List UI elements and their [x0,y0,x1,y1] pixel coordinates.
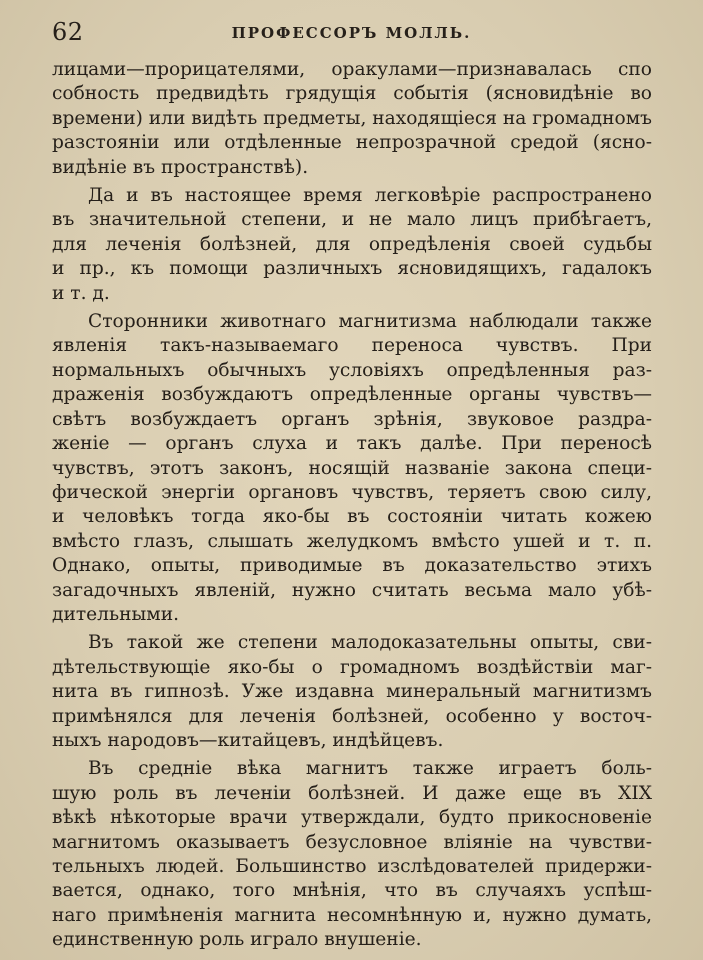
text-line: явленія такъ-называемаго переноса чувствъ. При [52,335,652,357]
text-line: для леченія болѣзней, для опредѣленія своей судьбы [52,233,652,255]
text-line: Однако, опыты, приводимые въ доказательство этихъ [52,555,652,577]
text-line: и пр., къ помощи различныхъ ясновидящихъ, гадалокъ [52,258,652,280]
text-line: нита въ гипнозѣ. Уже издавна минеральный магнитизмъ [52,681,652,703]
body-text [52,58,652,957]
text-line: разстояніи или отдѣленные непрозрачной средой (ясно- [52,132,652,154]
text-line: Да и въ настоящее время легковѣріе распространено [88,185,652,207]
text-line: свѣтъ возбуждаетъ органъ зрѣнія, звуковое раздра- [52,408,652,430]
running-title: ПРОФЕССОРЪ МОЛЛЬ. [231,24,472,42]
text-line: и т. д. [52,282,110,304]
text-line: магнитомъ оказываетъ безусловное вліяніе на чувстви- [52,831,652,853]
text-line: шую роль въ леченіи болѣзней. И даже еще въ XIX [52,782,652,804]
text-line: чувствъ, этотъ законъ, носящій названіе закона специ- [52,457,652,479]
text-line: Въ средніе вѣка магнитъ также играетъ боль- [88,758,652,780]
paragraph [52,757,652,952]
text-line: лицами—прорицателями, оракулами—признавалась спо [52,59,652,80]
text-line: вмѣсто глазъ, слышать желудкомъ вмѣсто ушей и т. п. [52,530,652,552]
page-number: 62 [52,18,84,46]
text-line: женіе — органъ слуха и такъ далѣе. При переносѣ [52,433,652,455]
text-line: Въ такой же степени малодоказательны опыты, сви- [88,632,652,654]
text-line: дительными. [52,603,180,625]
text-line: вается, однако, того мнѣнія, что въ случаяхъ успѣш- [52,880,652,902]
text-line: дѣтельствующіе яко-бы о громадномъ воздѣйствіи маг- [52,656,652,678]
text-line: тельныхъ людей. Большинство изслѣдователей придержи- [52,856,652,877]
text-line: единственную роль играло внушеніе. [52,929,422,951]
text-line: ныхъ народовъ—китайцевъ, индѣйцевъ. [52,729,444,751]
text-line: загадочныхъ явленій, нужно считать весьма мало убѣ- [52,579,652,601]
text-line: вѣкѣ нѣкоторые врачи утверждали, будто прикосновеніе [52,807,652,829]
paragraph [52,58,652,180]
text-line: примѣнялся для леченія болѣзней, особенно у восточ- [52,705,652,727]
text-line: въ значительной степени, и не мало лицъ прибѣгаетъ, [52,209,652,231]
text-line: и человѣкъ тогда яко-бы въ состояніи читать кожею [52,506,652,528]
text-line: фической энергіи органовъ чувствъ, теряетъ свою силу, [52,481,652,503]
paragraph [52,631,652,753]
text-line: Сторонники животнаго магнитизма наблюдали также [88,311,652,333]
text-line: драженія возбуждаютъ опредѣленные органы чувствъ— [52,384,652,406]
paragraph [52,184,652,306]
text-line: времени) или видѣть предметы, находящіеся на громадномъ [52,107,652,129]
paragraph [52,310,652,627]
text-line: нормальныхъ обычныхъ условіяхъ опредѣленныя раз- [52,359,652,381]
text-line: наго примѣненія магнита несомнѣнную и, нужно думать, [52,904,652,926]
text-line: видѣніе въ пространствѣ). [52,156,309,178]
text-line: собность предвидѣть грядущія событія (ясновидѣніе во [52,83,652,105]
page-header [52,18,651,48]
